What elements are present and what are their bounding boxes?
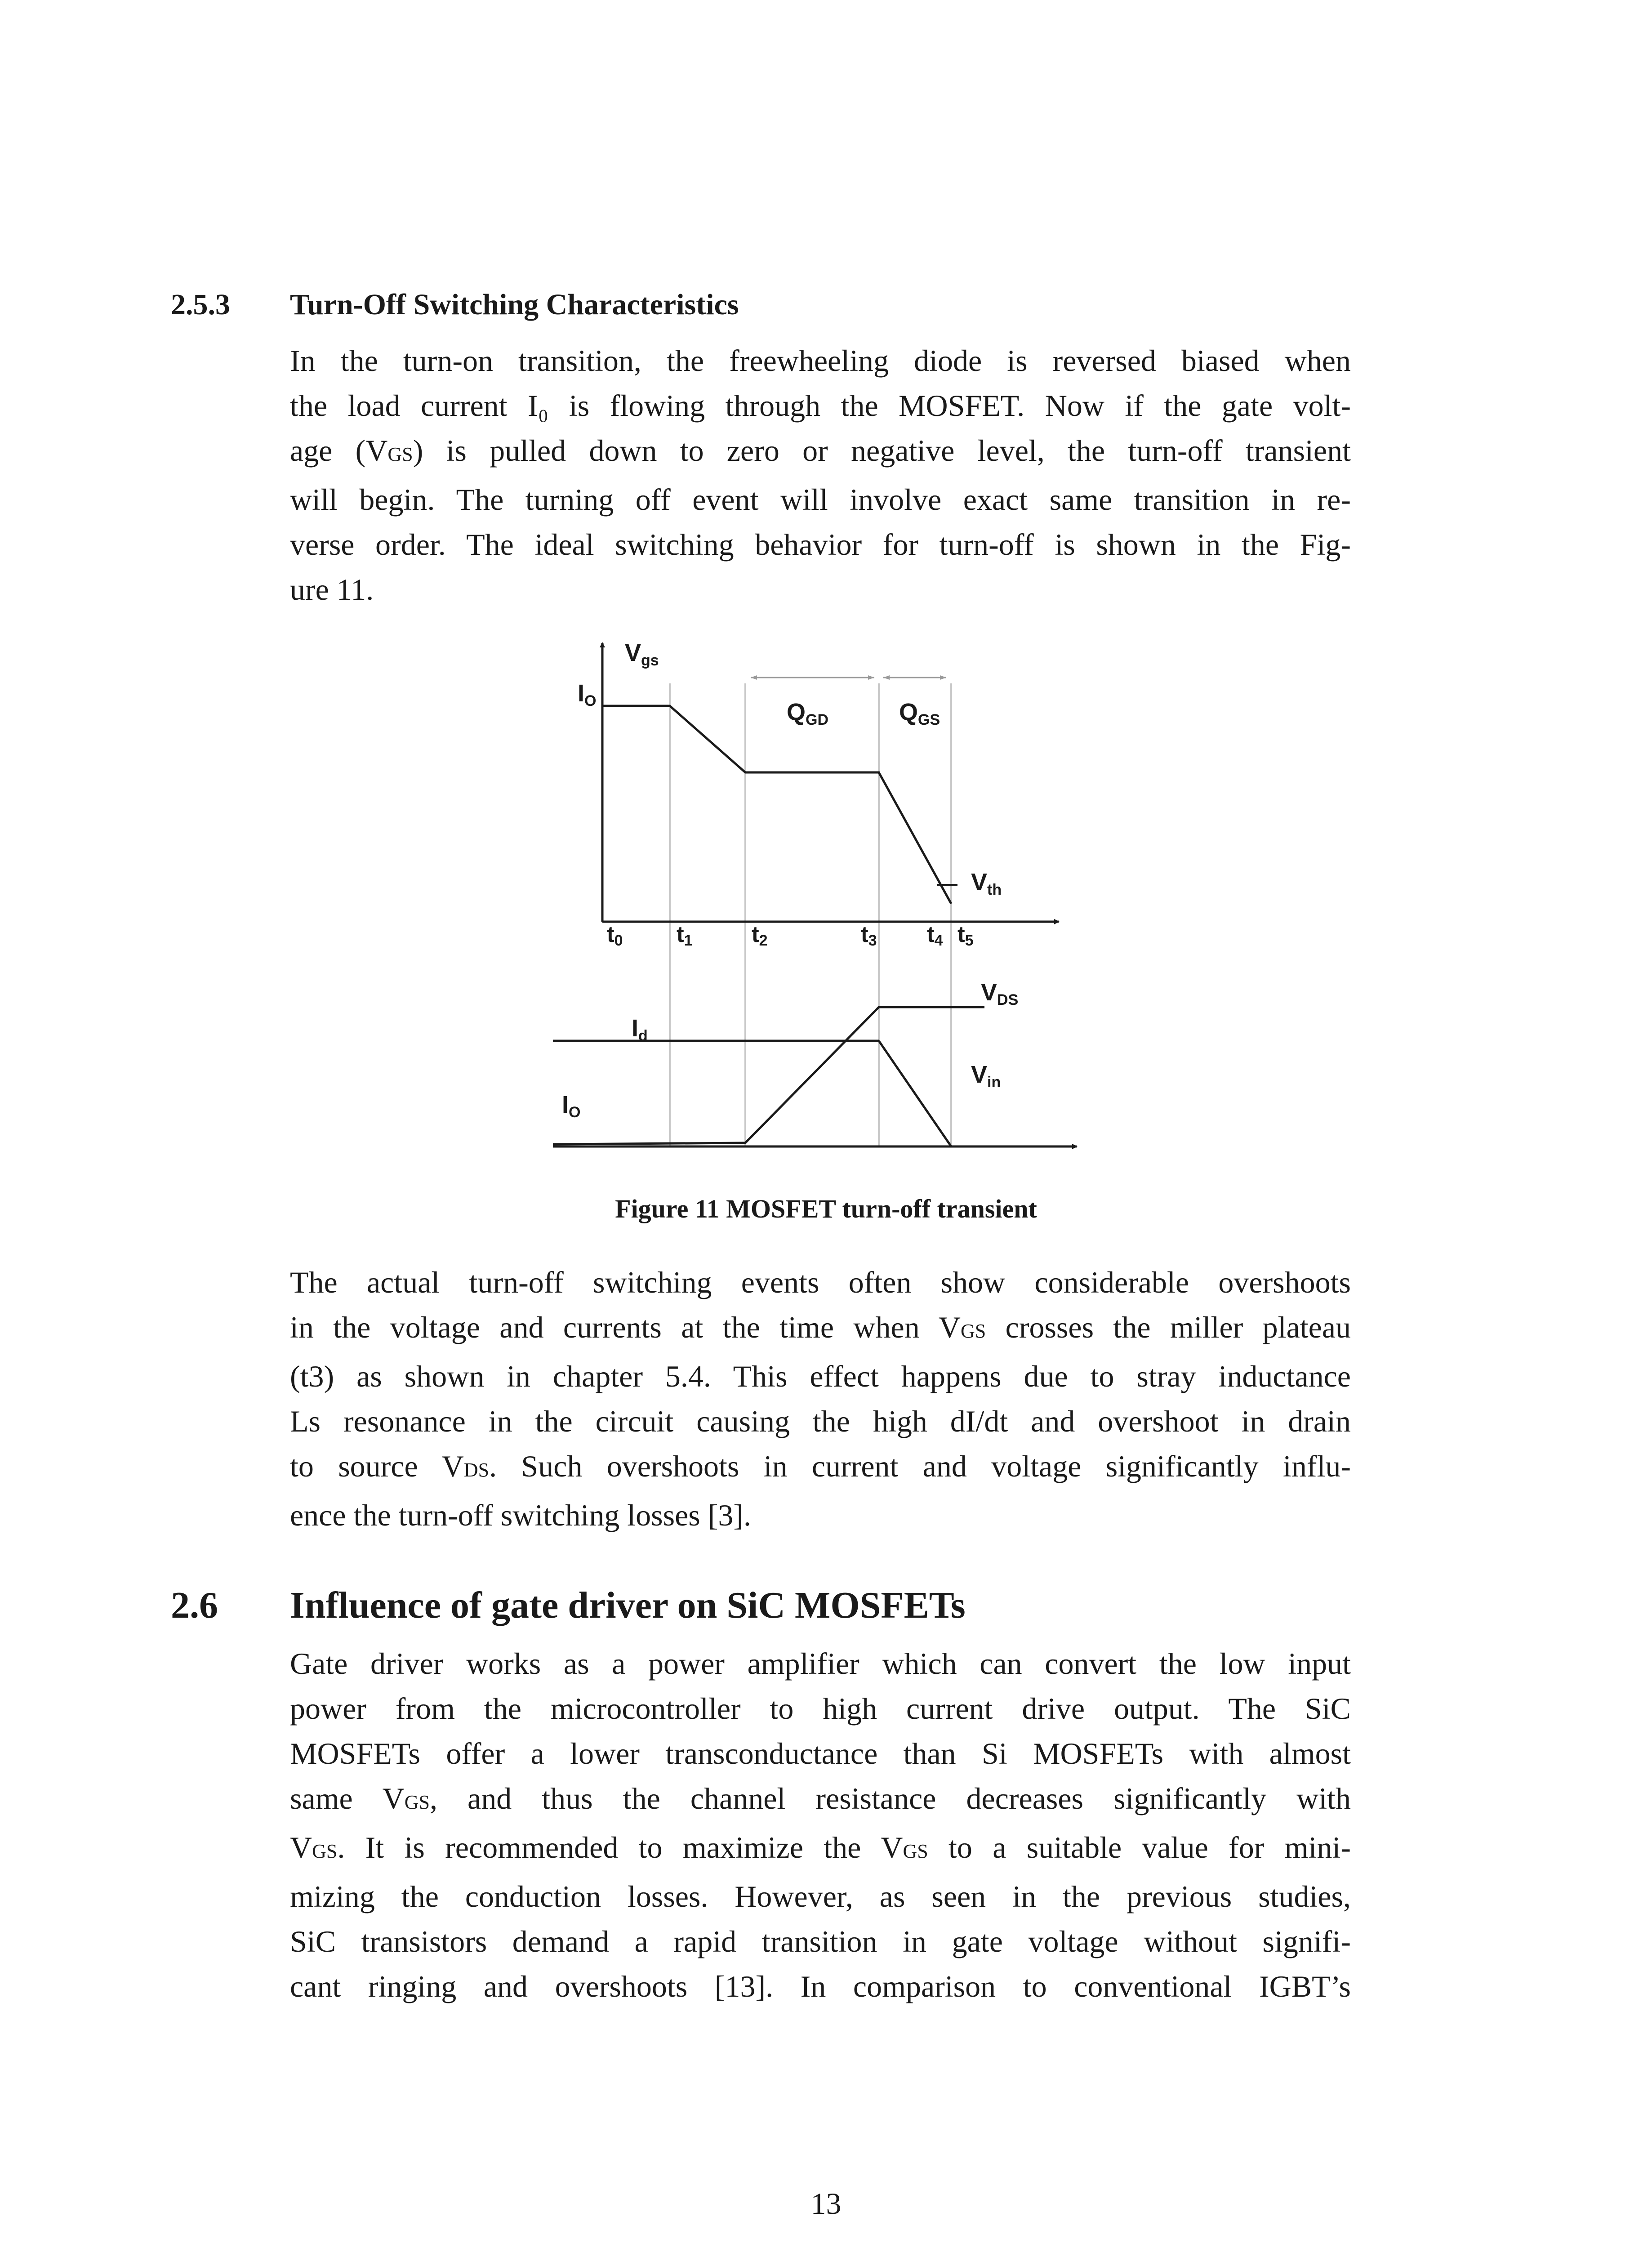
- section-number: 2.6: [171, 1584, 218, 1626]
- label-t2: t2: [752, 922, 768, 949]
- label-t5: t5: [957, 922, 974, 949]
- text-line: mizing the conduction losses. However, as seen in the previous studies,: [290, 1879, 1351, 1913]
- label-t1: t1: [677, 922, 693, 949]
- subscript: GS: [961, 1320, 986, 1342]
- text-line: The actual turn-off switching events often show considerable overshoots: [290, 1265, 1351, 1299]
- text-line: (t3) as shown in chapter 5.4. This effect happens due to stray inductance: [290, 1359, 1351, 1393]
- label-vin: Vin: [971, 1061, 1001, 1091]
- subscript: GS: [312, 1840, 338, 1862]
- label-t3: t3: [861, 922, 877, 949]
- figure-caption: Figure 11 MOSFET turn-off transient: [615, 1194, 1037, 1223]
- text-line: VGS. It is recommended to maximize the VGS to a suitable value for mini-: [290, 1830, 1351, 1864]
- text-line: In the turn-on transition, the freewheeling diode is reversed biased when: [290, 343, 1351, 378]
- text-line: Gate driver works as a power amplifier which can convert the low input: [290, 1646, 1351, 1681]
- text-line: same VGS, and thus the channel resistance decreases significantly with: [290, 1781, 1351, 1815]
- text-line: in the voltage and currents at the time when VGS crosses the miller plateau: [290, 1310, 1351, 1344]
- section-title: Turn-Off Switching Characteristics: [290, 288, 739, 321]
- text-line: MOSFETs offer a lower transconductance than Si MOSFETs with almost: [290, 1736, 1351, 1771]
- section-number: 2.5.3: [171, 288, 230, 321]
- subscript: GS: [903, 1840, 928, 1862]
- vgs-waveform: [602, 706, 951, 904]
- turn-off-transient-diagram: [539, 625, 1092, 1173]
- current-fall-waveform: [879, 1041, 951, 1146]
- paragraph-gate-driver: [290, 1641, 1351, 2009]
- diagram-labels: [562, 639, 1018, 1121]
- paragraph-overshoot: [290, 1260, 1351, 1538]
- label-id: Id: [632, 1015, 648, 1044]
- vds-waveform: [553, 1007, 984, 1144]
- text-line: to source VDS. Such overshoots in current and voltage significantly influ-: [290, 1449, 1351, 1483]
- label-qgs: QGS: [899, 699, 940, 728]
- page-number: 13: [810, 2186, 842, 2221]
- subscript: GS: [404, 1791, 430, 1813]
- text-line: ence the turn-off switching losses [3].: [290, 1498, 752, 1532]
- text-line: will begin. The turning off event will involve exact same transition in re-: [290, 482, 1351, 517]
- text-line: ure 11.: [290, 572, 374, 607]
- paragraph-turn-off-intro: [290, 338, 1351, 612]
- label-io-bottom: IO: [562, 1091, 581, 1121]
- label-vth: Vth: [971, 869, 1002, 898]
- section-title: Influence of gate driver on SiC MOSFETs: [290, 1584, 966, 1626]
- label-vgs: Vgs: [625, 639, 659, 669]
- label-t0: t0: [607, 922, 623, 949]
- label-vds: VDS: [981, 979, 1019, 1008]
- text-line: power from the microcontroller to high current drive output. The SiC: [290, 1691, 1351, 1726]
- label-qgd: QGD: [787, 699, 829, 728]
- subscript: GS: [387, 443, 413, 465]
- text-line: age (VGS) is pulled down to zero or negative level, the turn-off transient: [290, 433, 1351, 468]
- text-line: SiC transistors demand a rapid transition in gate voltage without signifi-: [290, 1924, 1351, 1958]
- text-line: verse order. The ideal switching behavior for turn-off is shown in the Fig-: [290, 527, 1351, 562]
- label-t4: t4: [927, 922, 943, 949]
- label-io-top: IO: [578, 680, 597, 709]
- subscript: DS: [463, 1459, 490, 1481]
- text-line: Ls resonance in the circuit causing the high dI/dt and overshoot in drain: [290, 1404, 1351, 1438]
- text-line: the load current I₀ is flowing through the MOSFET. Now if the gate volt-: [290, 388, 1351, 423]
- text-line: cant ringing and overshoots [13]. In comparison to conventional IGBT’s: [290, 1969, 1351, 2003]
